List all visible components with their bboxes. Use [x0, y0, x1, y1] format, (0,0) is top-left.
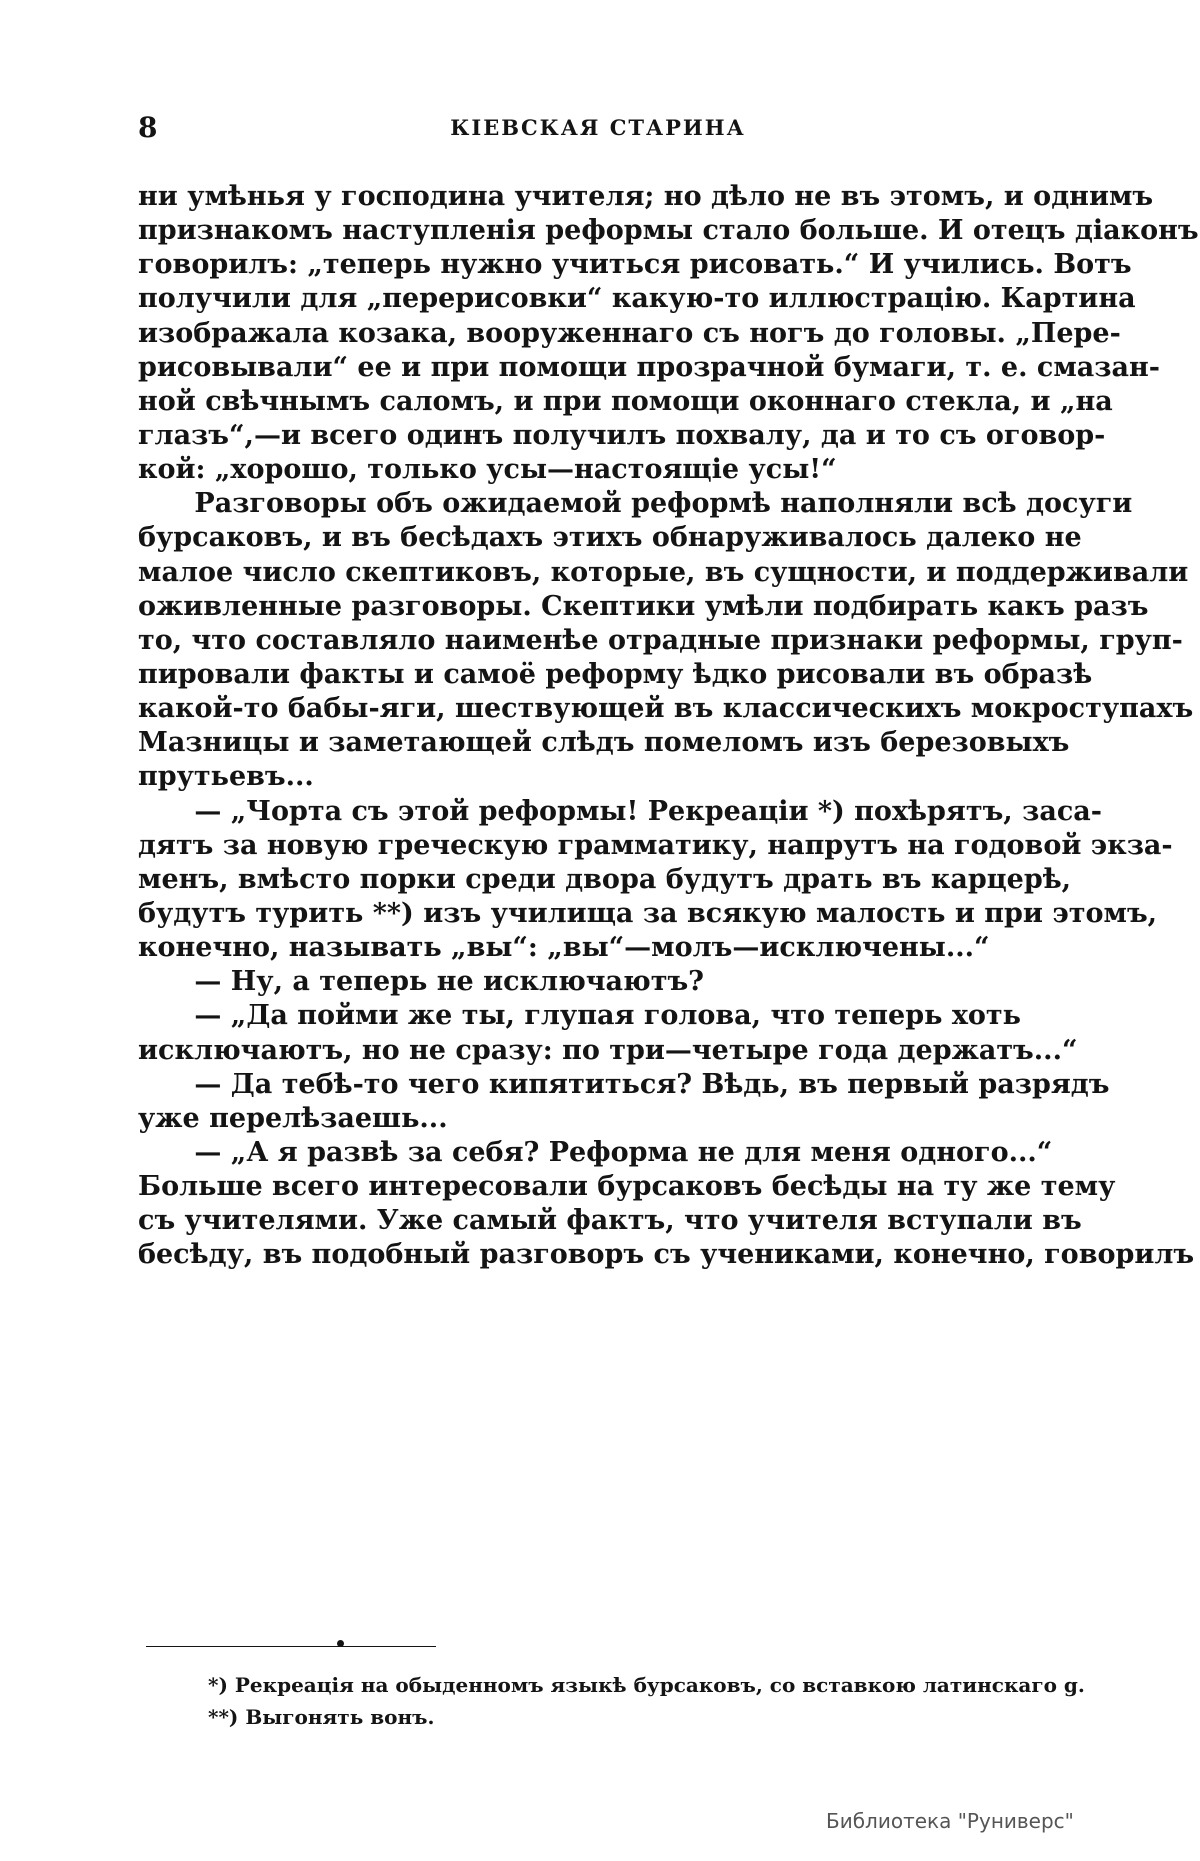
text-line: Больше всего интересовали бурсаковъ бесѣды на ту же тему — [138, 1171, 1116, 1203]
text-line: Разговоры объ ожидаемой реформѣ наполняли всѣ досуги — [138, 488, 1133, 520]
body-text — [138, 180, 1199, 1273]
text-line: изображала козака, вооруженнаго съ ногъ до головы. „Пере- — [138, 317, 1121, 349]
text-line: признакомъ наступленія реформы стало больше. И отецъ діаконъ — [138, 215, 1199, 247]
text-line: менъ, вмѣсто порки среди двора будутъ драть въ карцерѣ, — [138, 863, 1072, 895]
library-watermark: Библиотека "Руниверс" — [826, 1809, 1074, 1833]
text-line: уже перелѣзаешь... — [138, 1102, 448, 1134]
footnote-separator — [146, 1640, 436, 1652]
text-line: малое число скептиковъ, которые, въ сущности, и поддерживали — [138, 556, 1189, 588]
text-line: — „Да пойми же ты, глупая голова, что теперь хоть — [138, 1000, 1021, 1032]
text-line: пировали факты и самоё реформу ѣдко рисовали въ образѣ — [138, 658, 1093, 690]
text-line: — „А я развѣ за себя? Реформа не для меня одного...“ — [138, 1136, 1053, 1168]
text-line: глазъ“,—и всего одинъ получилъ похвалу, да и то съ оговор- — [138, 419, 1106, 451]
text-line: — „Чорта съ этой реформы! Рекреаціи *) похѣрятъ, заса- — [138, 795, 1102, 827]
text-line: съ учителями. Уже самый фактъ, что учителя вступали въ — [138, 1205, 1082, 1237]
text-line: бесѣду, въ подобный разговоръ съ учениками, конечно, говорилъ — [138, 1239, 1195, 1271]
text-line: говорилъ: „теперь нужно учиться рисовать.“ И учились. Вотъ — [138, 249, 1132, 281]
rule-dot — [337, 1640, 344, 1647]
text-line: какой-то бабы-яги, шествующей въ классическихъ мокроступахъ — [138, 693, 1194, 725]
text-line: рисовывали“ ее и при помощи прозрачной бумаги, т. е. смазан- — [138, 351, 1160, 383]
text-line: — Ну, а теперь не исключаютъ? — [138, 966, 704, 998]
text-line: прутьевъ... — [138, 761, 314, 793]
footnote-rule — [146, 1646, 436, 1647]
text-line: получили для „перерисовки“ какую-то иллюстрацію. Картина — [138, 283, 1136, 315]
text-line: ной свѣчнымъ саломъ, и при помощи оконнаго стекла, и „на — [138, 385, 1113, 417]
footnote: *) Рекреація на обыденномъ языкѣ бурсаковъ, со вставкою латинскаго g. — [208, 1673, 1085, 1697]
page-number: 8 — [138, 111, 158, 144]
text-line: дятъ за новую греческую грамматику, напрутъ на годовой экза- — [138, 829, 1173, 861]
text-line: — Да тебѣ-то чего кипятиться? Вѣдь, въ первый разрядъ — [138, 1068, 1110, 1100]
text-line: то, что составляло наименѣе отрадные признаки реформы, груп- — [138, 624, 1183, 656]
text-line: исключаютъ, но не сразу: по три—четыре года держатъ...“ — [138, 1034, 1078, 1066]
footnotes — [208, 1669, 1085, 1733]
text-line: бурсаковъ, и въ бесѣдахъ этихъ обнаруживалось далеко не — [138, 522, 1082, 554]
text-line: конечно, называть „вы“: „вы“—молъ—исключены...“ — [138, 932, 990, 964]
text-line: Мазницы и заметающей слѣдъ помеломъ изъ березовыхъ — [138, 727, 1070, 759]
text-line: ни умѣнья у господина учителя; но дѣло не въ этомъ, и однимъ — [138, 181, 1154, 212]
running-title: КІЕВСКАЯ СТАРИНА — [450, 115, 746, 140]
page-header — [138, 108, 1058, 148]
text-line: будутъ турить **) изъ училища за всякую малость и при этомъ, — [138, 897, 1158, 929]
text-line: оживленные разговоры. Скептики умѣли подбирать какъ разъ — [138, 590, 1149, 622]
footnote: **) Выгонять вонъ. — [208, 1705, 435, 1729]
text-line: кой: „хорошо, только усы—настоящіе усы!“ — [138, 454, 837, 486]
